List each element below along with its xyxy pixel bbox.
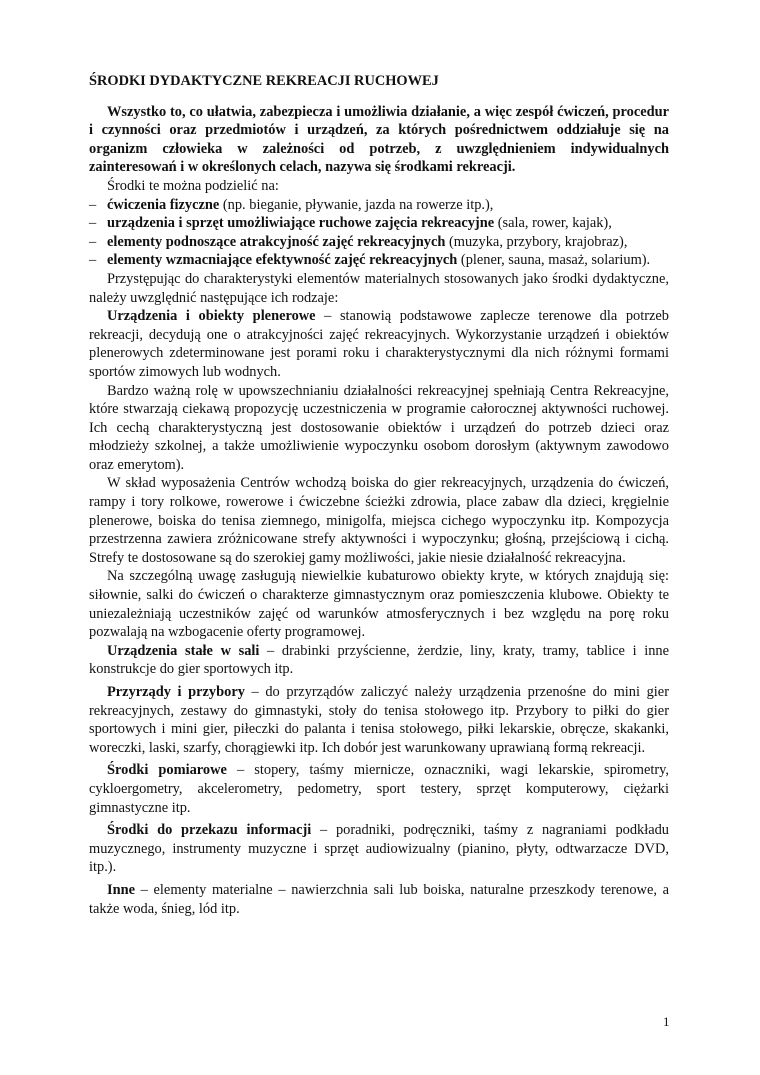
section-fixed-equipment: [89, 642, 669, 679]
list-item: [89, 196, 669, 215]
list-item-text: (muzyka, przybory, krajobraz),: [445, 233, 628, 250]
section-heading: Urządzenia stałe w sali: [107, 642, 260, 659]
list-item-text: (np. bieganie, pływanie, jazda na rowerze itp.),: [219, 196, 494, 213]
list-item: [89, 251, 669, 270]
section-heading: Środki pomiarowe: [107, 762, 227, 779]
list-item: [89, 233, 669, 252]
intro-paragraph: Wszystko to, co ułatwia, zabezpiecza i umożliwia działanie, a więc zespół ćwiczeń, procedur i czynności oraz przedmiotów i urządzeń, za których pośrednictwem oddziałuje się na organizm człowieka w zależności od potrzeb, z uwzględnieniem indywidualnych zainteresowań i w określonych celach, nazywa się środkami rekreacji.: [89, 103, 669, 176]
categories-list: [89, 196, 669, 270]
section-other: [89, 881, 669, 918]
page-number: 1: [663, 1014, 670, 1029]
list-item-text: (sala, rower, kajak),: [494, 215, 612, 232]
document-page: [89, 72, 669, 918]
section-information: [89, 821, 669, 877]
section-heading: Przyrządy i przybory: [107, 684, 245, 700]
section-apparatus: [89, 683, 669, 757]
list-item: [89, 214, 669, 233]
list-item-bold: elementy podnoszące atrakcyjność zajęć rekreacyjnych: [107, 233, 446, 250]
list-item-bold: ćwiczenia fizyczne: [107, 196, 220, 213]
section-text: – stanowią podstawowe zaplecze terenowe dla potrzeb rekreacji, decydują one o atrakcyjności zajęć rekreacyjnych. Wykorzystanie urządzeń i obiektów plenerowych zdeterminowane jest porami roku i charakterystycznymi dla nich różnymi formami sportów zimowych lub wodnych.: [89, 308, 669, 380]
section-text: – stopery, taśmy miernicze, oznaczniki, wagi lekarskie, spirometry, cykloergometry, akcelerometry, pedometry, sport testery, sprzęt komputerowy, ciężarki gimnastyczne itp.: [89, 762, 669, 816]
types-intro-paragraph: Przystępując do charakterystyki elementów materialnych stosowanych jako środki dydaktyczne, należy uwzględnić następujące ich rodzaje:: [89, 270, 669, 306]
section-text: – do przyrządów zaliczyć należy urządzenia przenośne do mini gier rekreacyjnych, zestawy do gimnastyki, stoły do tenisa stołowego itp. Przybory to piłki do gier sportowych i mini gier, piłeczki do palanta i tenisa stołowego, piłki lekarskie, obręcze, skakanki, woreczki, laski, szarfy, chorągiewki itp. Ich dobór jest warunkowany uprawianą formą rekreacji.: [89, 684, 669, 756]
paragraph-equipment: W skład wyposażenia Centrów wchodzą boiska do gier rekreacyjnych, urządzenia do ćwiczeń, rampy i tory rolkowe, rowerowe i ćwiczebne ścieżki zdrowia, place zabaw dla dzieci, kręgielnie plenerowe, boiska do tenisa ziemnego, minigolfa, miejsca cichego wypoczynku itp. Kompozycja przestrzenna zawiera zróżnicowane strefy aktywności i wypoczynku; głośną, przejściową i cichą. Strefy te dostosowane są do szerokiej gamy możliwości, jakie niesie działalność rekreacyjna.: [89, 475, 669, 566]
section-text: – elementy materialne – nawierzchnia sali lub boiska, naturalne przeszkody terenowe, a także woda, śnieg, lód itp.: [89, 881, 669, 917]
document-title: ŚRODKI DYDAKTYCZNE REKREACJI RUCHOWEJ: [89, 73, 439, 89]
section-heading: Inne: [107, 881, 135, 898]
section-heading: Środki do przekazu informacji: [107, 822, 312, 839]
paragraph-centra: Bardzo ważną rolę w upowszechnianiu działalności rekreacyjnej spełniają Centra Rekreacyjne, które stwarzają ciekawą propozycję uczestniczenia w programie całorocznej aktywności ruchowej. Ich cechą charakterystyczną jest dostosowanie obiektów i urządzeń do potrzeb dzieci oraz młodzieży szkolnej, a także umożliwienie wypoczynku osobom dorosłym (aktywnym zawodowo oraz emerytom).: [89, 382, 669, 473]
section-outdoor: [89, 307, 669, 381]
paragraph-indoor: Na szczególną uwagę zasługują niewielkie kubaturowo obiekty kryte, w których znajdują się: siłownie, salki do ćwiczeń o charakterze gimnastycznym oraz pomieszczenia klubowe. Obiekty te uniezależniają uczestników zajęć od warunków atmosferycznych i bez względu na porę roku pozwalają na wzbogacenie oferty programowej.: [89, 568, 669, 641]
list-item-text: (plener, sauna, masaż, solarium).: [457, 252, 651, 269]
divide-lead: Środki te można podzielić na:: [107, 177, 279, 194]
list-item-bold: urządzenia i sprzęt umożliwiające ruchowe zajęcia rekreacyjne: [107, 215, 495, 232]
section-measurement: [89, 761, 669, 817]
list-item-bold: elementy wzmacniające efektywność zajęć rekreacyjnych: [107, 252, 458, 269]
section-heading: Urządzenia i obiekty plenerowe: [107, 308, 316, 325]
section-text: – poradniki, podręczniki, taśmy z nagraniami podkładu muzycznego, instrumenty muzyczne i sprzęt audiowizualny (pianino, płyty, odtwarzacze DVD, itp.).: [89, 822, 669, 876]
section-text: – drabinki przyścienne, żerdzie, liny, kraty, tramy, tablice i inne konstrukcje do gier sportowych itp.: [89, 642, 669, 678]
